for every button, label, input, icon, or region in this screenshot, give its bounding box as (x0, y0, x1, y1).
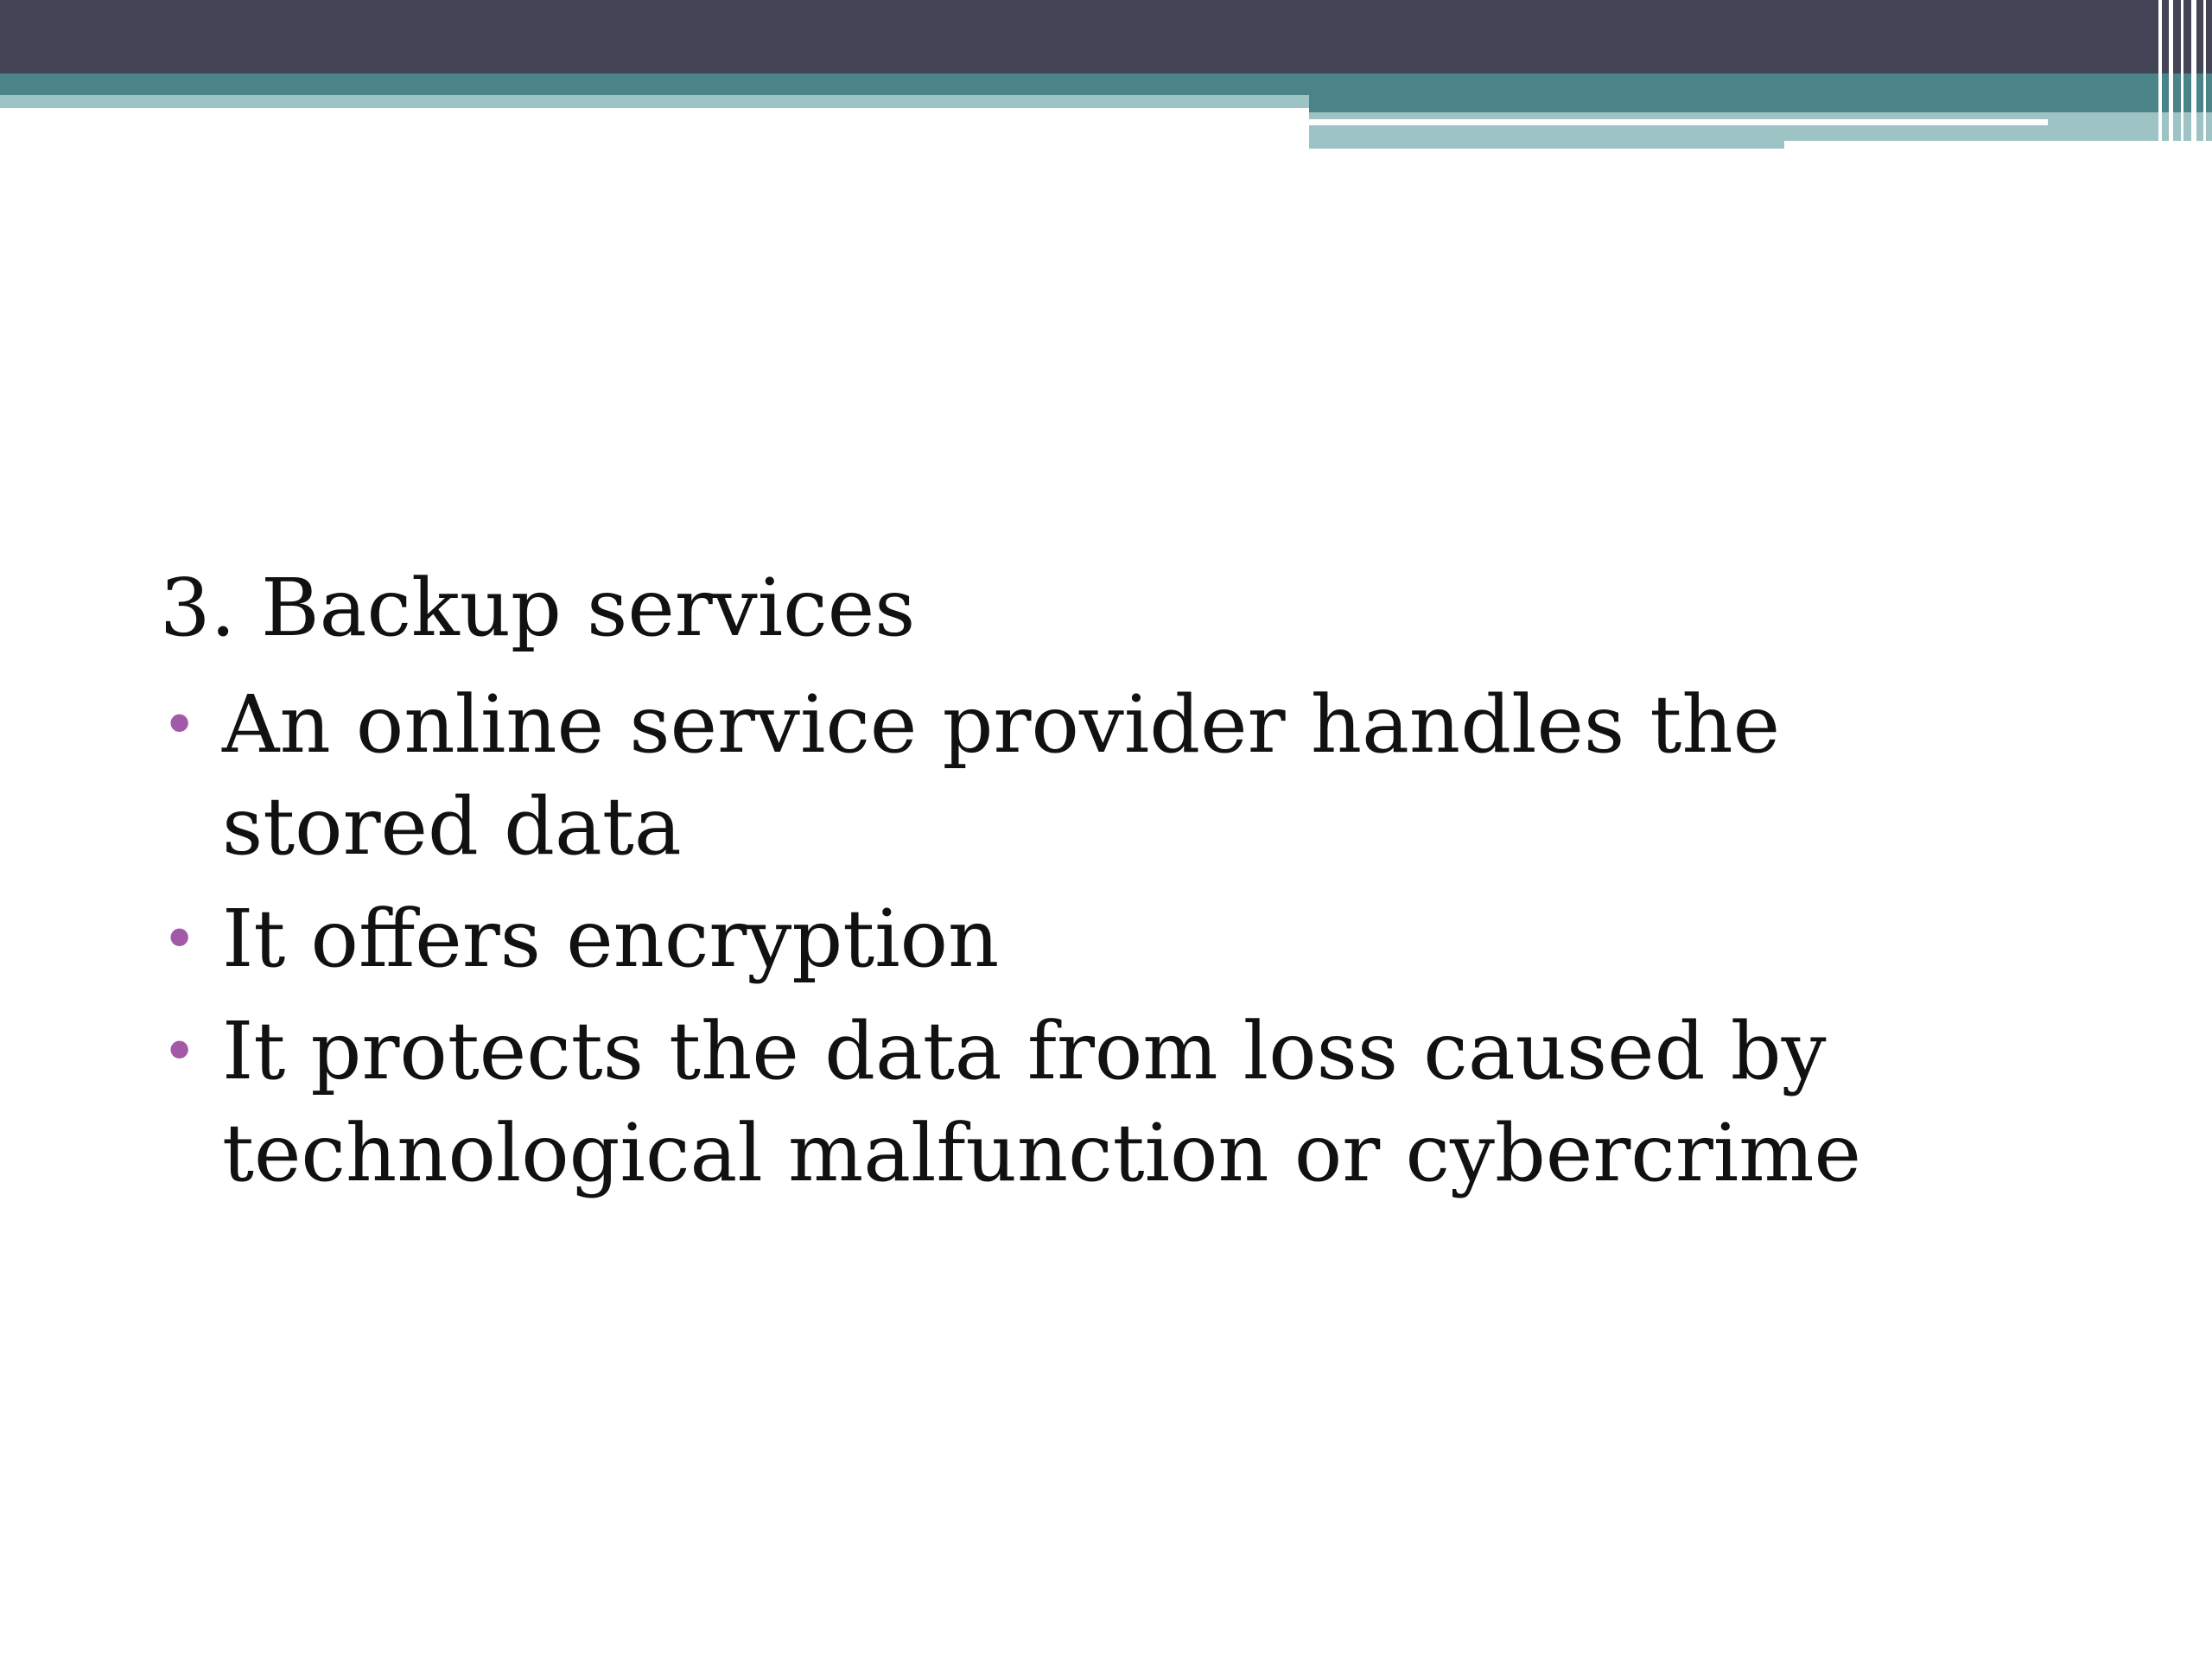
header-stripes-decoration (2152, 0, 2212, 149)
bullet-item (160, 1001, 2018, 1205)
bullet-icon: • (162, 904, 198, 975)
header-bar-light-left (0, 95, 1309, 108)
bullet-item (160, 674, 2018, 878)
bullet-icon: • (162, 690, 198, 760)
slide-heading: 3. Backup services (160, 562, 916, 654)
bullet-icon: • (162, 1016, 198, 1087)
slide-body (160, 553, 2018, 1205)
bullet-list (160, 674, 2018, 1205)
bullet-text: It protects the data from loss caused by technological malfunction or cybercrime (222, 1005, 1861, 1199)
header-bar-dark (0, 0, 2212, 73)
header-bar-right-block (1309, 95, 2212, 112)
bullet-item (160, 888, 2018, 990)
header-accent-line-lower (1784, 141, 2212, 149)
header-bar-teal (0, 73, 2212, 95)
bullet-text: An online service provider handles the stored data (222, 678, 1781, 873)
header-accent-line (1309, 119, 2048, 125)
bullet-text: It offers encryption (222, 893, 1000, 985)
